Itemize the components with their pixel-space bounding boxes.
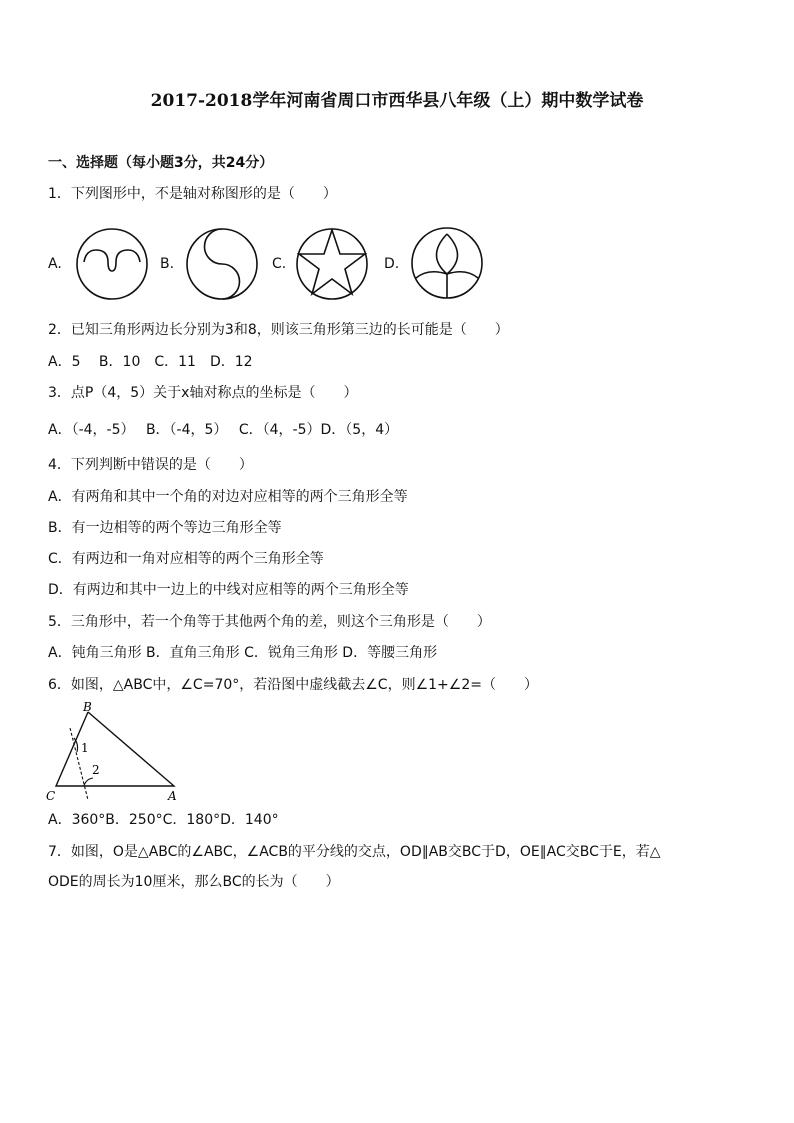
question-3-options: A．（-4，-5） B．（-4，5） C．（4，-5）D．（5，4） [48, 422, 399, 438]
question-4-stem: 4．下列判断中错误的是（ ） [48, 457, 253, 473]
q1-figure-d [408, 224, 486, 302]
question-2-stem: 2．已知三角形两边长分别为3和8，则该三角形第三边的长可能是（ ） [48, 322, 509, 338]
question-6-options: A．360°B．250°C．180°D．140° [48, 812, 279, 828]
question-1-stem: 1．下列图形中，不是轴对称图形的是（ ） [48, 186, 337, 202]
question-5-options: A．钝角三角形 B．直角三角形 C．锐角三角形 D．等腰三角形 [48, 645, 438, 661]
question-2-options: A．5 B．10 C．11 D．12 [48, 354, 253, 370]
question-7-stem-line-1: 7．如图，O是△ABC的∠ABC，∠ACB的平分线的交点，OD∥AB交BC于D，OE∥AC交BC于E，若△ [48, 844, 661, 860]
question-5-stem: 5．三角形中，若一个角等于其他两个角的差，则这个三角形是（ ） [48, 614, 491, 630]
question-7-stem-line-2: ODE的周长为10厘米，那么BC的长为（ ） [48, 874, 340, 890]
question-4-option-b: B．有一边相等的两个等边三角形全等 [48, 520, 282, 536]
q6-label-c: C [46, 789, 56, 803]
q1-option-d-label: D. [384, 256, 400, 272]
q6-label-b: B [83, 700, 92, 714]
q6-label-angle-1: 1 [81, 741, 89, 755]
question-6-stem: 6．如图，△ABC中，∠C=70°，若沿图中虚线截去∠C，则∠1+∠2=（ ） [48, 677, 538, 693]
q1-figure-a [74, 226, 150, 302]
section-heading: 一、选择题（每小题3分，共24分） [48, 155, 274, 171]
q6-label-angle-2: 2 [92, 763, 100, 777]
q1-figure-b [184, 226, 260, 302]
question-4-option-c: C．有两边和一角对应相等的两个三角形全等 [48, 551, 324, 567]
page-title: 2017-2018学年河南省周口市西华县八年级（上）期中数学试卷 [150, 91, 644, 111]
question-4-option-a: A．有两角和其中一个角的对边对应相等的两个三角形全等 [48, 489, 408, 505]
question-3-stem: 3．点P（4，5）关于x轴对称点的坐标是（ ） [48, 385, 358, 401]
q1-figure-c [294, 226, 370, 302]
q1-option-b-label: B. [160, 256, 175, 272]
question-4-option-d: D．有两边和其中一边上的中线对应相等的两个三角形全等 [48, 582, 409, 598]
q1-option-a-label: A. [48, 256, 62, 272]
q6-triangle-figure [44, 700, 184, 806]
q1-option-c-label: C. [272, 256, 287, 272]
q6-label-a: A [168, 789, 177, 803]
